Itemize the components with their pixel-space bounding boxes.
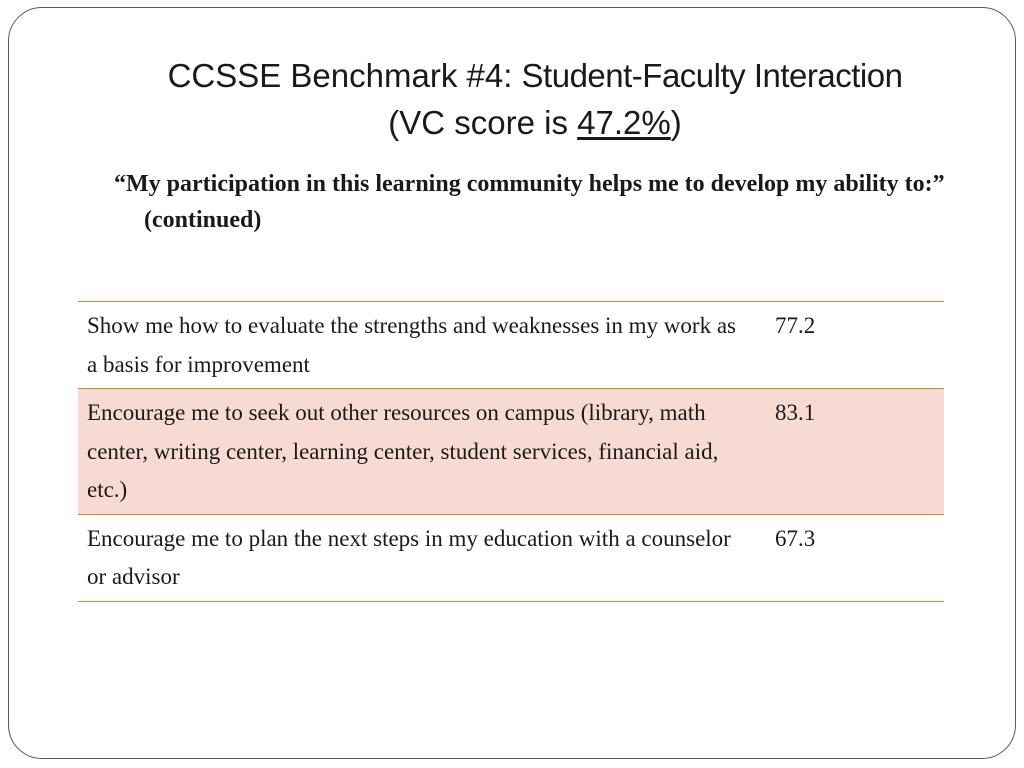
title-score-suffix: ): [670, 104, 682, 141]
vc-score-value: 47.2%: [577, 104, 671, 141]
table-row: [78, 514, 944, 601]
row-value: 77.2: [775, 313, 816, 338]
results-table: [78, 301, 944, 602]
table-row: [78, 302, 944, 389]
row-description: Show me how to evaluate the strengths and weaknesses in my work as a basis for improvement: [87, 313, 736, 377]
row-description: Encourage me to seek out other resources on campus (library, math center, writing center, learning center, student services, financial aid, etc.): [87, 400, 719, 502]
title-emphasis: Student-Faculty Interaction: [521, 57, 903, 94]
title-score-prefix: (VC score is: [388, 104, 578, 141]
table-row: [78, 389, 944, 515]
title-benchmark: CCSSE Benchmark #4:: [167, 57, 522, 94]
slide-title: [60, 50, 1010, 149]
title-line-2: [60, 97, 1010, 149]
survey-prompt: “My participation in this learning community helps me to develop my ability to:” (continued): [114, 171, 945, 233]
row-description: Encourage me to plan the next steps in my education with a counselor or advisor: [87, 525, 731, 589]
row-value: 83.1: [775, 400, 816, 425]
row-value: 67.3: [775, 525, 816, 551]
title-line-1: [60, 50, 1010, 102]
